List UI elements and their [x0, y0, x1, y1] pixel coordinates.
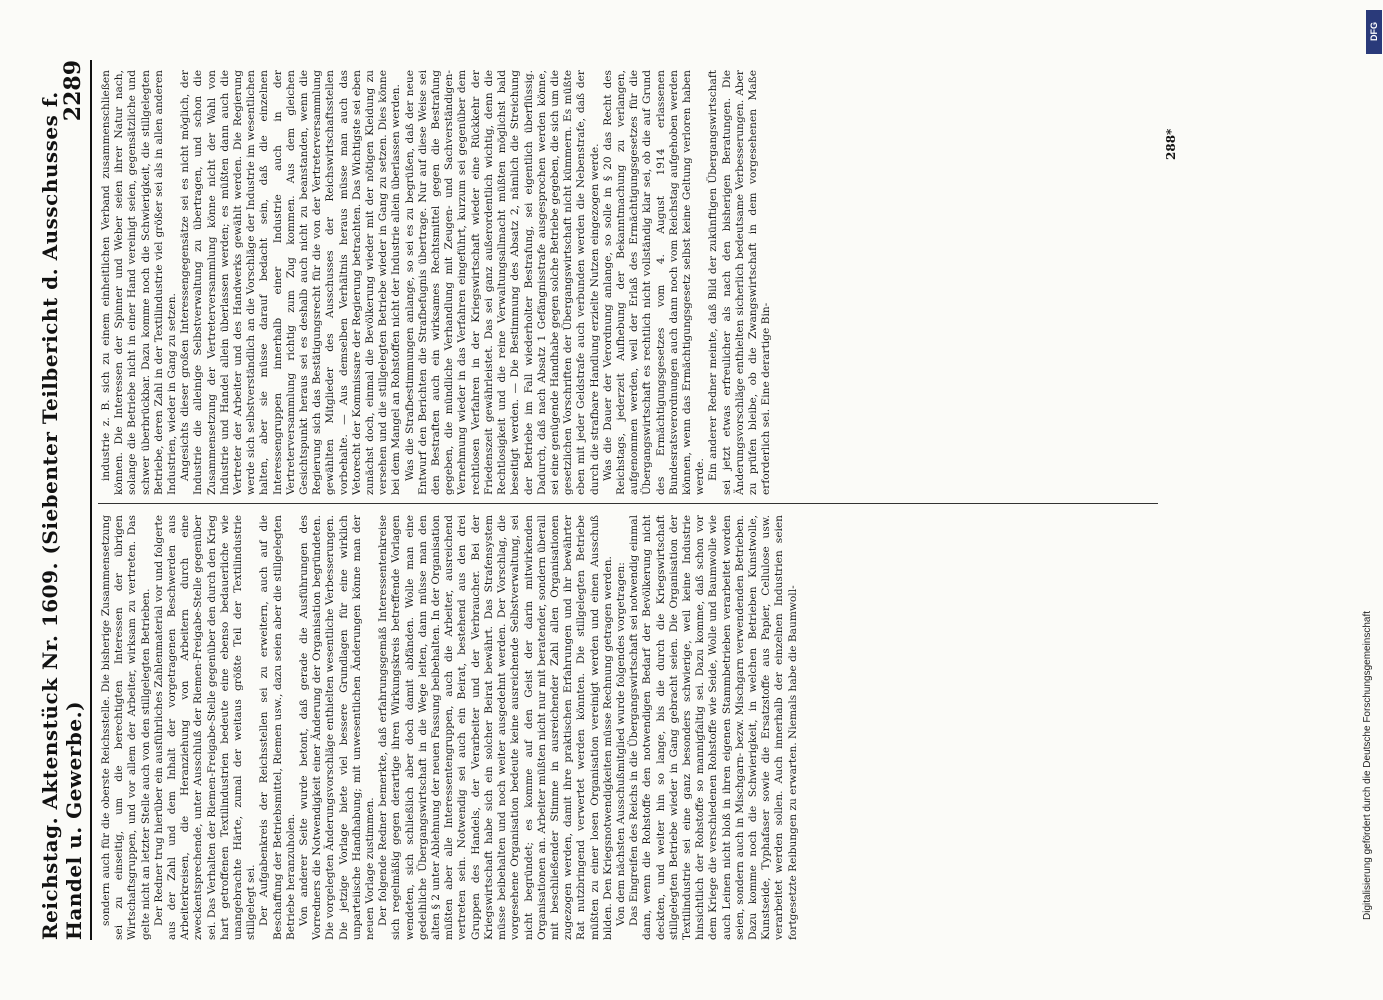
paragraph: Angesichts dieser großen Interessengegensätze sei es nicht möglich, der Industrie die alleinige Selbstverwaltung zu übertragen, und schon die Zusammensetzung der Vertreterversammlung könne nicht der Wahl von Industrie und Handel allein überlassen werden; es müßten dann auch die Vertreter der Arbeiter und des Handwerks gewählt werden. Die Regierung werde sich selbstverständlich an die Vorschläge der Industrie im wesentlichen halten, aber sie müsse darauf bedacht sein, daß die einzelnen Interessengruppen innerhalb einer Industrie auch in der Vertreterversammlung richtig zum Zug kommen. Aus dem gleichen Gesichtspunkt heraus sei es deshalb auch nicht zu beanstanden, wenn die Regierung sich das Bestätigungsrecht für die von der Vertreterversammlung gewählten Mitglieder des Ausschusses der Reichswirtschaftsstellen vorbehalte. — Aus demselben Verhältnis heraus müsse man auch das Vetorecht der Kommissare der Regierung betrachten. Das Wichtigste sei eben zunächst doch, einmal die Bevölkerung wieder mit der nötigen Kleidung zu versehen und die stillgelegten Betriebe wieder in Gang zu setzen. Dies könne bei dem Mangel an Rohstoffen nicht der Industrie allein überlassen werden. [179, 70, 403, 495]
right-column [100, 70, 1160, 495]
credit-text: Digitalisierung gefördert durch die Deutsche Forschungsgemeinschaft [1362, 610, 1373, 920]
signature-mark: 288* [1164, 128, 1178, 160]
page-number: 2289 [60, 60, 86, 122]
paragraph: industrie z. B. sich zu einem einheitlichen Verband zusammenschließen können. Die Interessen der Spinner und Weber seien ihrer Natur nach, solange die Betriebe nicht in einer Hand vereinigt seien, gegensätzliche und schwer überbrückbar. Dazu komme noch die Schwierigkeit, die stillgelegten Betriebe, deren Zahl in der Textilindustrie viel größer sei als in allen anderen Industrien, wieder in Gang zu setzen. [100, 70, 179, 495]
running-header [38, 60, 92, 940]
paragraph: Der folgende Redner bemerkte, daß erfahrungsgemäß Interessentenkreise sich regelmäßig gegen derartige ihren Wirkungskreis betreffende Vorlagen wendeten, sich schließlich aber doch damit abfänden. Wolle man eine gedeihliche Übergangswirtschaft in die Wege leiten, dann müsse man den alten § 2 unter Ablehnung der neuen Fassung beibehalten. In der Organisation müßten aber alle Interessentengruppen, auch die Arbeiter, ausreichend vertreten sein. Notwendig sei auch ein Beirat, bestehend aus den drei Gruppen des Handels, der Verarbeiter und der Verbraucher. Bei der Kriegswirtschaft habe sich ein solcher Beirat bewährt. Das Strafensystem müsse beibehalten und noch weiter ausgedehnt werden. Der Vorschlag, die vorgesehene Organisation bedeute keine ausreichende Selbstverwaltung, sei nicht begründet; es komme auf den Geist der darin mitwirkenden Organisationen an. Arbeiter müßten nicht nur mit beratender, sondern überall mit beschließender Stimme in ausreichender Zahl allen Organisationen zugezogen werden, damit ihre praktischen Erfahrungen und ihr bewährter Rat nutzbringend verwertet werden könnten. Die stillgelegten Betriebe müßten zu einer losen Organisation vereinigt werden und einen Ausschuß bilden. Den Kriegsnotwendigkeiten müsse Rechnung getragen werden. [377, 515, 614, 940]
paragraph: Der Aufgabenkreis der Reichsstellen sei zu erweitern, auch auf die Beschaffung der Betriebsmittel, Riemen usw., dazu seien aber die stillgelegten Betriebe heranzuholen. [258, 515, 297, 940]
left-column [100, 515, 1160, 940]
paragraph: Der Redner trug hierüber ein ausführliches Zahlenmaterial vor und folgerte aus der Zahl und dem Inhalt der vorgetragenen Beschwerden aus Arbeiterkreisen, die Heranziehung von Arbeitern durch eine zweckentsprechende, unter Ausschluß der Riemen-Freigabe-Stelle gegenüber sei. Das Verhalten der Riemen-Freigabe-Stelle gegenüber den durch den Krieg hart getroffenen Textilindustrien bedeute eine ebenso bedauerliche wie unangebrachte Härte, zumal der weitaus größte Teil der Textilindustrie stillgelegt sei. [152, 515, 258, 940]
header-title: Reichstag. Aktenstück Nr. 1609. (Siebenter Teilbericht d. Ausschusses f. Handel u. Gewerbe.) [38, 91, 86, 940]
paragraph: Von dem nächsten Ausschußmitglied wurde folgendes vorgetragen: [614, 562, 627, 926]
digitization-credit [1362, 20, 1380, 980]
rotated-document-page [40, 0, 1220, 1000]
paragraph: Von anderer Seite wurde betont, daß gerade die Ausführungen des Vorredners die Notwendigkeit einer Änderung der Organisation begründeten. Die vorgelegten Änderungsvorschläge enthielten wesentliche Verbesserungen. Die jetzige Vorlage biete viel bessere Grundlagen für eine wirklich unparteiische Handhabung; mit unwesentlichen Änderungen könne man der neuen Vorlage zustimmen. [298, 515, 377, 940]
paragraph: Was die Strafbestimmungen anlange, so sei es zu begrüßen, daß der neue Entwurf den Berichten die Strafbefugnis übertrage. Nur auf diese Weise sei den Bestraften auch ein wirksames Rechtsmittel gegen die Bestrafung gegeben, die mündliche Verhandlung mit Zeugen- und Sachverständigen-Vernehmung wieder in das Verfahren eingeführt, kurzum sei gegenüber dem rechtlosen Verfahren in der Kriegswirtschaft wieder eine Rückkehr der Friedenszeit gewährleistet. Das sei ganz außerordentlich wichtig, denn die Rechtlosigkeit und die reine Verwaltungsallmacht müßten möglichst bald beseitigt werden. — Die Bestimmung des Absatz 2, nämlich die Streichung der Betriebe im Fall wiederholter Bestrafung, sei eigentlich überflüssig. Dadurch, daß nach Absatz 1 Gefängnisstrafe ausgesprochen werden könne, sei eine genügende Handhabe gegen solche Betriebe gegeben, die sich um die gesetzlichen Vorschriften der Übergangswirtschaft nicht kümmern. Es müßte eben mit jeder Geldstrafe auch verbunden werden die Nebenstrafe, daß der durch die strafbare Handlung erzielte Nutzen eingezogen werde. [403, 70, 601, 495]
paragraph: Ein anderer Redner meinte, daß Bild der zukünftigen Übergangswirtschaft sei jetzt etwas erfreulicher als nach den bisherigen Beratungen. Die Änderungsvorschläge enthielten sicherlich bedeutsame Verbesserungen. Aber zu prüfen bleibe, ob die Zwangswirtschaft in dem vorgesehenen Maße erforderlich sei. Eine derartige Bin- [707, 70, 773, 495]
paragraph: Das Eingreifen des Reichs in die Übergangswirtschaft sei notwendig einmal dann, wenn die Rohstoffe den notwendigen Bedarf der Bevölkerung nicht deckten, und weiter hin so lange, bis die durch die Kriegswirtschaft stillgelegten Betriebe wieder in Gang gebracht seien. Die Organisation der Textilindustrie sei eine ganz besonders schwierige, weil keine Industrie hinsichtlich der Rohstoffe so mannigfaltig sei. Dazu komme, daß schon vor dem Kriege die verschiedenen Rohstoffe wie Seide, Wolle und Baumwolle wie auch Leinen nicht bloß in ihren eigenen Stammbetrieben verarbeitet worden seien, sondern auch in Mischgarn- bezw. Mischgarn verwendenden Betrieben. Dazu komme noch die Schwierigkeit, in welchen Betrieben Kunstwolle, Kunstseide, Typhafaser sowie die Ersatzstoffe aus Papier, Cellulose usw. verarbeitet werden sollen. Auch innerhalb der einzelnen Industrien seien fortgesetzte Reibungen zu erwarten. Niemals habe die Baumwoll- [628, 515, 799, 940]
column-divider [98, 503, 1158, 504]
paragraph: Was die Dauer der Verordnung anlange, so solle in § 20 das Recht des Reichstags, jederzeit Aufhebung der Bekanntmachung zu verlangen, aufgenommen werden, weil der Erlaß des Ermächtigungsgesetzes für die Übergangswirtschaft es rechtlich nicht vollständig klar sei, ob die auf Grund des Ermächtigungsgesetzes vom 4. August 1914 erlassenen Bundesratsverordnungen auch dann noch vom Reichstag aufgehoben werden können, wenn das Ermächtigungsgesetz selbst keine Geltung verloren haben werde. [601, 70, 707, 495]
paragraph: sondern auch für die oberste Reichsstelle. Die bisherige Zusammensetzung sei zu einseitig, um die berechtigten Interessen der übrigen Wirtschaftsgruppen, und vor allem der Arbeiter, wirksam zu vertreten. Das gelte nicht an letzter Stelle auch von den stillgelegten Betrieben. [100, 515, 152, 940]
dfg-logo: DFG [1366, 10, 1382, 54]
